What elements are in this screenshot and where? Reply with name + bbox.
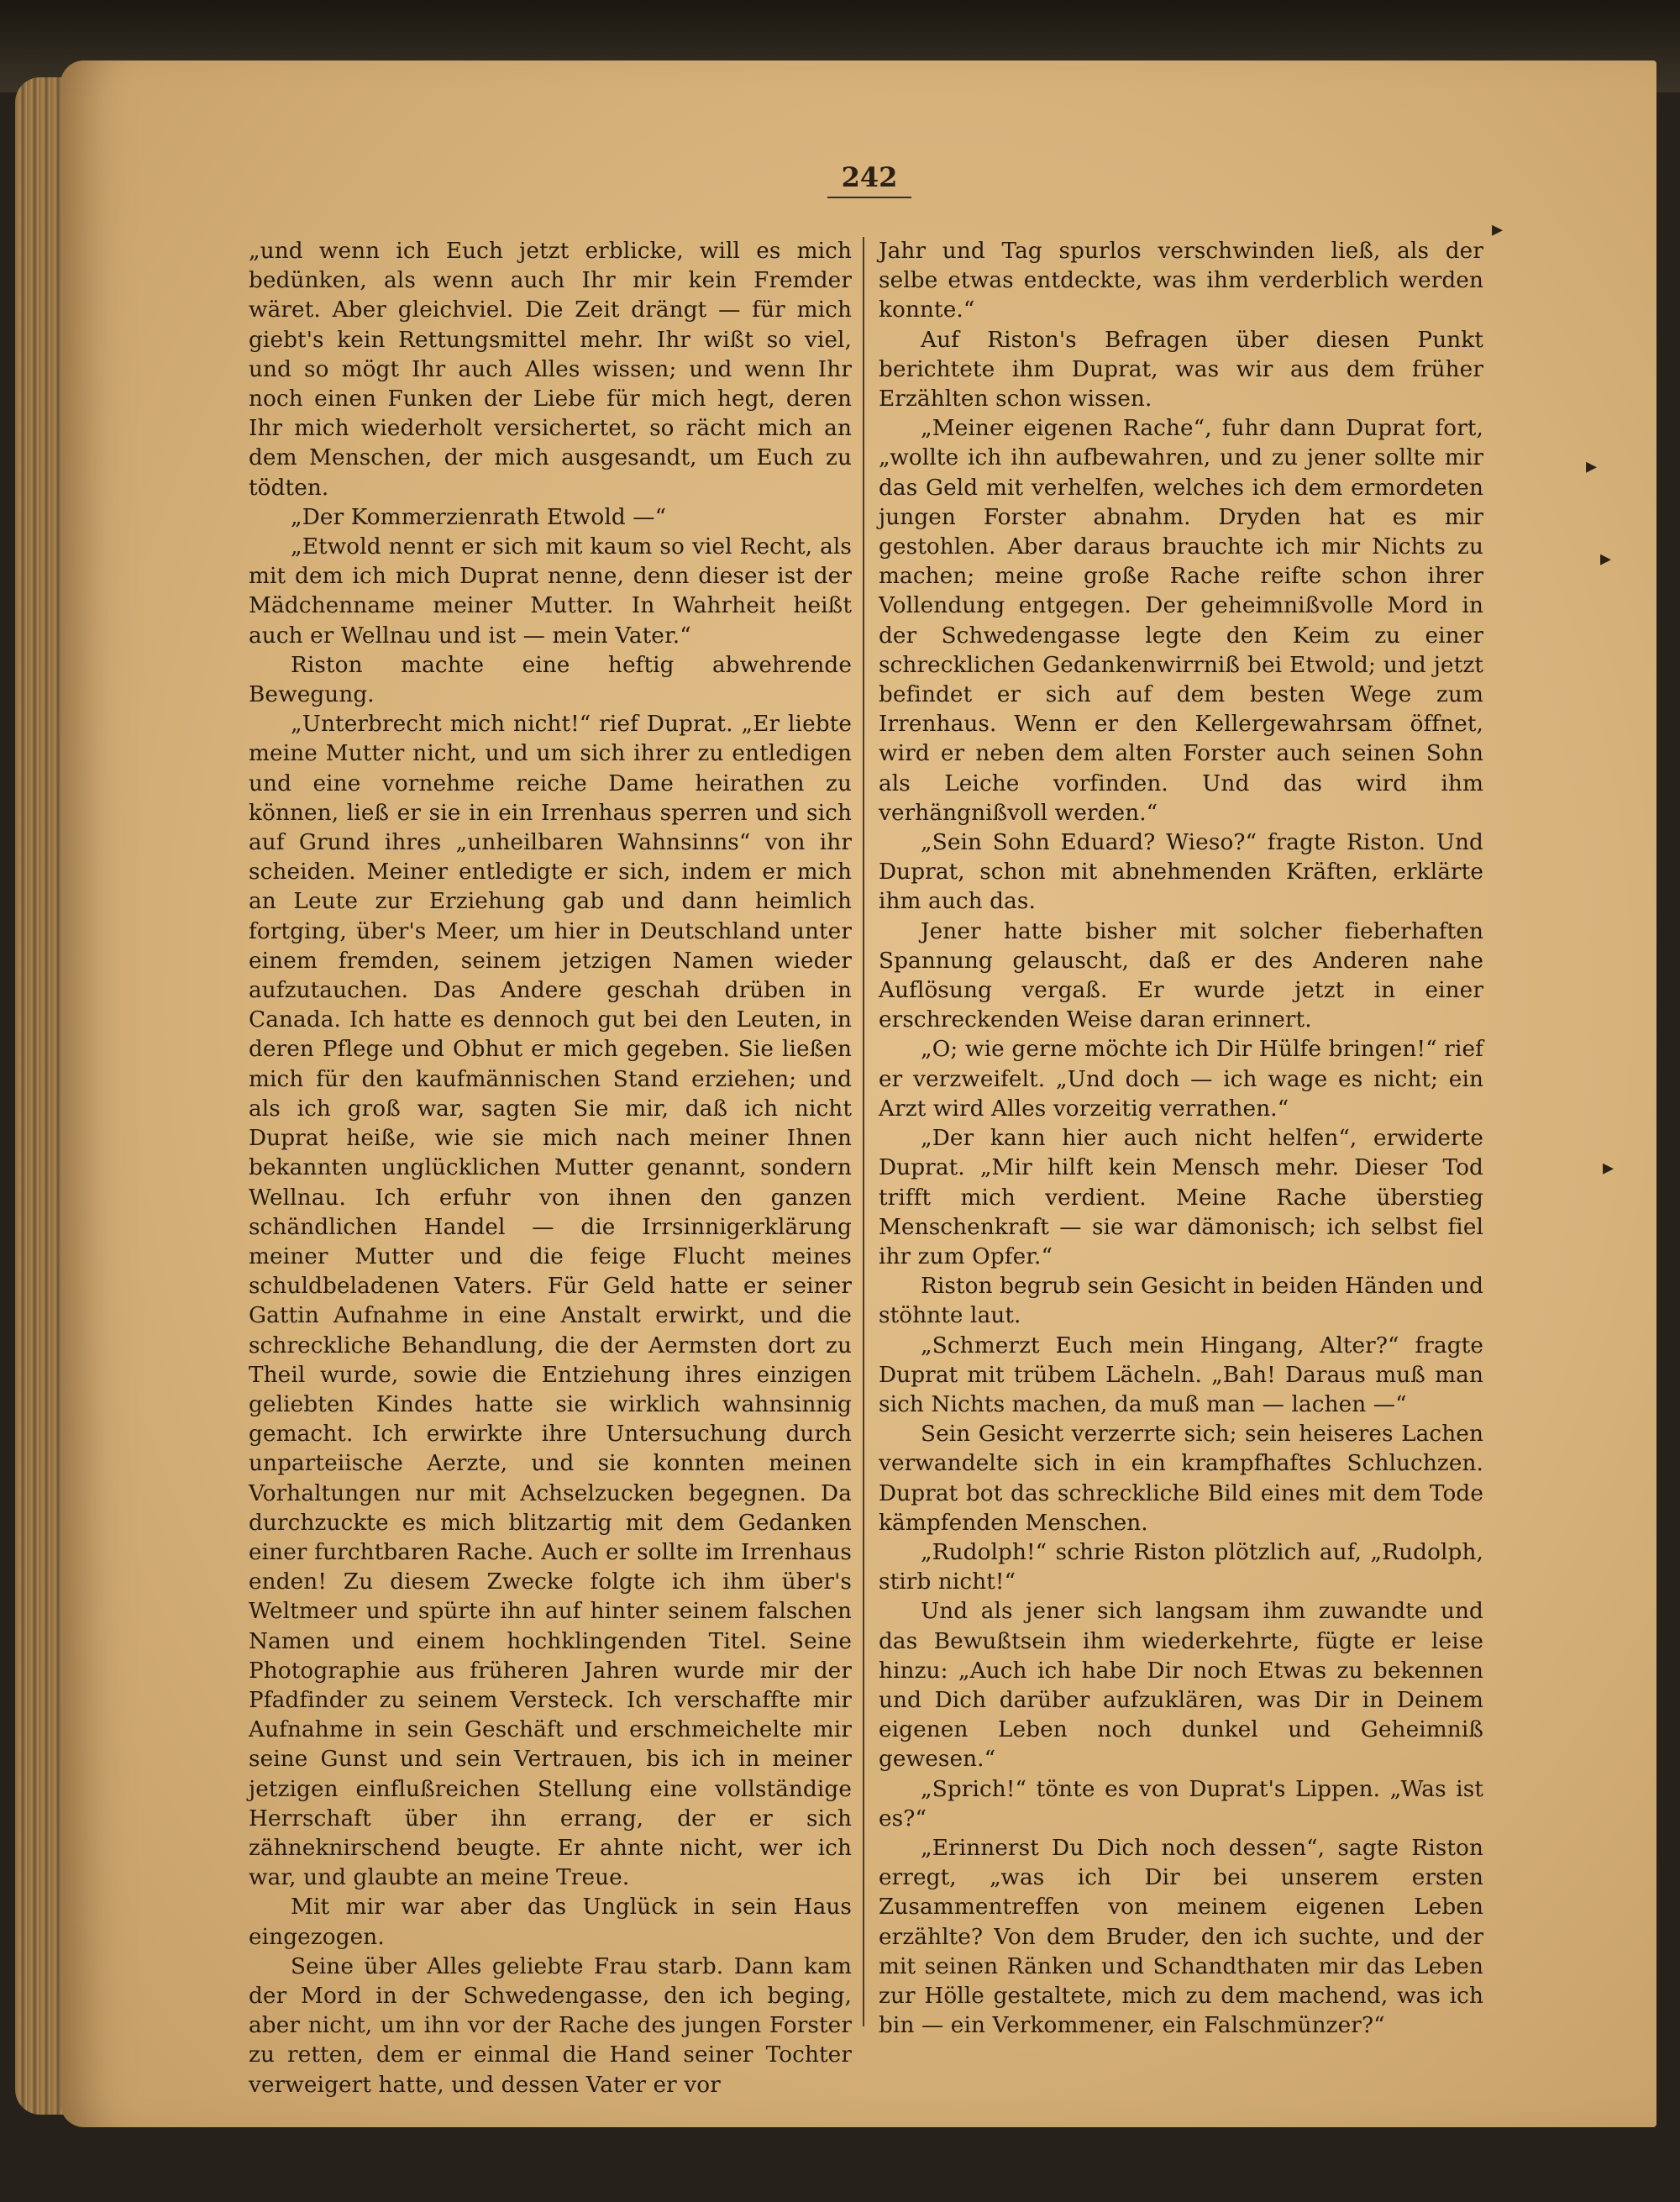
paragraph: Mit mir war aber das Unglück in sein Haus eingezogen.: [249, 1895, 852, 1950]
paragraph: Seine über Alles geliebte Frau starb. Dann kam der Mord in der Schwedengasse, den ich beging, aber nicht, um ihn vor der Rache des jungen Forster zu retten, dem er einmal die Hand seiner Tochter verweigert hatte, und dessen Vater er vor: [249, 1953, 852, 2098]
column-divider: [863, 237, 864, 2026]
paragraph: „Unterbrecht mich nicht!“ rief Duprat. „Er liebte meine Mutter nicht, und um sich ihrer zu entledigen und eine vornehme reiche Dame heirathen zu können, ließ er sie in ein Irrenhaus sperren und sich auf Grund ihres „unheilbaren Wahnsinns“ von ihr scheiden. Meiner entledigte er sich, indem er mich an Leute zur Erziehung gab und dann heimlich fortging, über's Meer, um hier in Deutschland unter einem fremden, seinem jetzigen Namen wieder aufzutauchen. Das Andere geschah drüben in Canada. Ich hatte es dennoch gut bei den Leuten, in deren Pflege und Obhut er mich gegeben. Sie ließen mich für den kaufmännischen Stand erziehen; und als ich groß war, sagten Sie mir, daß ich nicht Duprat heiße, wie sie mich nach meiner Ihnen bekannten unglücklichen Mutter genannt, sondern Wellnau. Ich erfuhr von ihnen den ganzen schändlichen Handel — die Irrsinnigerklärung meiner Mutter und die feige Flucht meines schuldbeladenen Vaters. Für Geld hatte er seiner Gattin Aufnahme in eine Anstalt erwirkt, und die schreckliche Behandlung, die der Aermsten dort zu Theil wurde, sowie die Entziehung ihres einzigen geliebten Kindes hatte sie wirklich wahnsinnig gemacht. Ich erwirkte ihre Untersuchung durch unparteiische Aerzte, und sie konnten meinen Vorhaltungen nur mit Achselzucken begegnen. Da durchzuckte es mich blitzartig mit dem Gedanken einer furchtbaren Rache. Auch er sollte im Irrenhaus enden! Zu diesem Zwecke folgte ich ihm über's Weltmeer und spürte ihn auf hinter seinem falschen Namen und einem hochklingenden Titel. Seine Photographie aus früheren Jahren wurde mir der Pfadfinder zu seinem Versteck. Ich verschaffte mir Aufnahme in sein Geschäft und erschmeichelte mir seine Gunst und sein Vertrauen, bis ich in meiner jetzigen einflußreichen Stellung eine vollständige Herrschaft über ihn errang, der er sich zähneknirschend beugte. Er ahnte nicht, wer ich war, und glaubte an meine Treue.: [249, 712, 852, 1891]
paragraph: Riston machte eine heftig abwehrende Bewegung.: [249, 652, 852, 708]
margin-mark: ▸: [1600, 546, 1612, 571]
page-number-underline: [827, 197, 911, 198]
paragraph: „Schmerzt Euch mein Hingang, Alter?“ fragte Duprat mit trübem Lächeln. „Bah! Daraus muß man sich Nichts machen, da muß man — lachen —“: [879, 1332, 1483, 1417]
paragraph: „Erinnerst Du Dich noch dessen“, sagte Riston erregt, „was ich Dir bei unserem ersten Zusammentreffen von meinem eigenen Leben erzählte? Von dem Bruder, den ich suchte, und der mit seinen Ränken und Schandthaten mir das Leben zur Hölle gestaltete, mich zu dem machend, was ich bin — ein Verkommener, ein Falschmünzer?“: [879, 1835, 1483, 2039]
paragraph: „und wenn ich Euch jetzt erblicke, will es mich bedünken, als wenn auch Ihr mir kein Fremder wäret. Aber gleichviel. Die Zeit drängt — für mich giebt's kein Rettungsmittel mehr. Ihr wißt so viel, und so mögt Ihr auch Alles wissen; und wenn Ihr noch einen Funken der Liebe für mich hegt, deren Ihr mich wiederholt versichertet, so rächt mich an dem Menschen, der mich ausgesandt, um Euch zu tödten.: [249, 239, 852, 501]
paragraph: „Der Kommerzienrath Etwold —“: [291, 504, 667, 530]
margin-mark: ▸: [1603, 1155, 1614, 1180]
left-column: [249, 237, 852, 2098]
paragraph: „Der kann hier auch nicht helfen“, erwiderte Duprat. „Mir hilft kein Mensch mehr. Dieser Tod trifft mich verdient. Meine Rache überstieg Menschenkraft — sie war dämonisch; ich selbst fiel ihr zum Opfer.“: [879, 1126, 1483, 1269]
paragraph: Jener hatte bisher mit solcher fieberhaften Spannung gelauscht, daß er des Anderen nahe Auflösung vergaß. Er wurde jetzt in einer erschreckenden Weise daran erinnert.: [879, 918, 1483, 1033]
margin-mark: ▸: [1586, 454, 1598, 479]
paragraph: „Sprich!“ tönte es von Duprat's Lippen. „Was ist es?“: [879, 1776, 1483, 1831]
paragraph: Riston begrub sein Gesicht in beiden Händen und stöhnte laut.: [879, 1274, 1484, 1329]
page-number: 242: [841, 161, 898, 193]
paragraph: Sein Gesicht verzerrte sich; sein heiseres Lachen verwandelte sich in ein krampfhaftes Schluchzen. Duprat bot das schreckliche Bild eines mit dem Tode kämpfenden Menschen.: [879, 1422, 1483, 1536]
paragraph: Auf Riston's Befragen über diesen Punkt berichtete ihm Duprat, was wir aus dem früher Erzählten schon wissen.: [879, 327, 1483, 413]
paragraph: „O; wie gerne möchte ich Dir Hülfe bringen!“ rief er verzweifelt. „Und doch — ich wage es nicht; ein Arzt wird Alles vorzeitig verrathen.“: [879, 1037, 1483, 1122]
paragraph: „Rudolph!“ schrie Riston plötzlich auf, „Rudolph, stirb nicht!“: [879, 1539, 1483, 1595]
paragraph: Und als jener sich langsam ihm zuwandte und das Bewußtsein ihm wiederkehrte, fügte er leise hinzu: „Auch ich habe Dir noch Etwas zu bekennen und Dich darüber aufzuklären, was Dir in Deinem eigenen Leben noch dunkel und Geheimniß gewesen.“: [879, 1599, 1483, 1773]
paragraph: Jahr und Tag spurlos verschwinden ließ, als der selbe etwas entdeckte, was ihm verderblich werden konnte.“: [879, 239, 1483, 323]
paragraph: „Sein Sohn Eduard? Wieso?“ fragte Riston. Und Duprat, schon mit abnehmenden Kräften, erklärte ihm auch das.: [879, 830, 1483, 915]
margin-mark: ▸: [1492, 217, 1504, 242]
paragraph: „Etwold nennt er sich mit kaum so viel Recht, als mit dem ich mich Duprat nenne, denn dieser ist der Mädchenname meiner Mutter. In Wahrheit heißt auch er Wellnau und ist — mein Vater.“: [249, 534, 852, 649]
right-column: [879, 237, 1483, 2043]
paragraph: „Meiner eigenen Rache“, fuhr dann Duprat fort, „wollte ich ihn aufbewahren, und zu jener sollte mir das Geld mit verhelfen, welches ich dem ermordeten jungen Forster abnahm. Dryden hat es mir gestohlen. Aber daraus brauchte ich mir Nichts zu machen; meine große Rache reifte schon ihrer Vollendung entgegen. Der geheimnißvolle Mord in der Schwedengasse legte den Keim zu einer schrecklichen Gedankenwirrniß bei Etwold; und jetzt befindet er sich auf dem besten Wege zum Irrenhaus. Wenn er den Kellergewahrsam öffnet, wird er neben dem alten Forster auch seinen Sohn als Leiche vorfinden. Und das wird ihm verhängnißvoll werden.“: [879, 416, 1483, 826]
